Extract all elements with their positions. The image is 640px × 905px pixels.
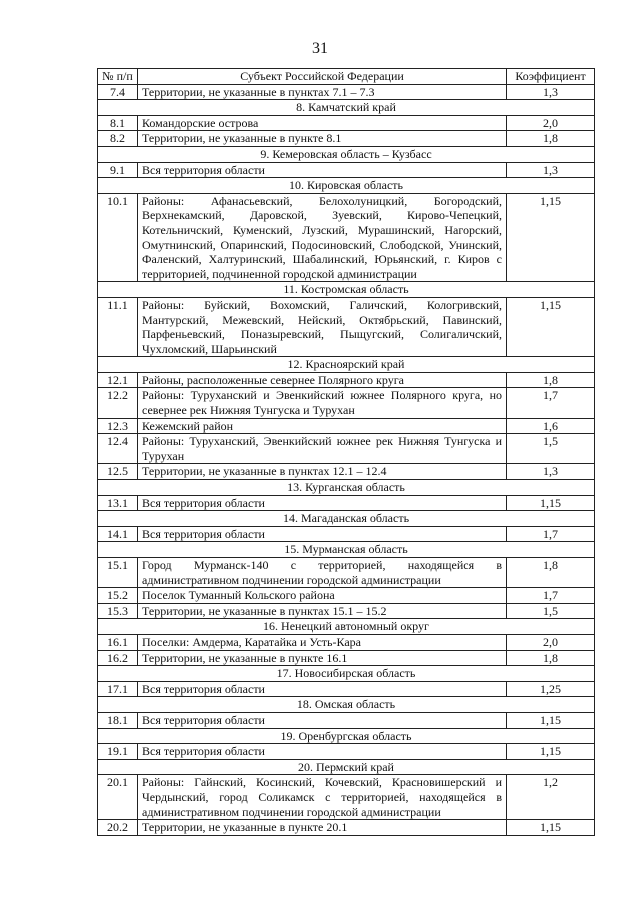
coefficient-value: 1,8 xyxy=(507,131,595,147)
table-row xyxy=(98,495,595,511)
region-name: 20. Пермский край xyxy=(98,759,595,775)
subject-text: Районы: Афанасьевский, Белохолуницкий, Богородский, Верхнекамский, Даровской, Зуевский, Кирово-Чепецкий, Котельничский, Куменский, Лузский, Мурашинский, Нагорский, Омутнинский, Опаринский, Подосиновский, Слободской, Унинский, Фаленский, Халтуринский, Шабалинский, Юрьянский, г. Киров с территорией, подчиненной городской администрации xyxy=(138,193,507,282)
table-row xyxy=(98,297,595,356)
table-header-row xyxy=(98,69,595,85)
row-number: 19.1 xyxy=(98,744,138,760)
header-num: № п/п xyxy=(98,69,138,85)
coefficient-value: 1,5 xyxy=(507,434,595,464)
table-row xyxy=(98,820,595,836)
subject-text: Вся территория области xyxy=(138,681,507,697)
region-header-row xyxy=(98,728,595,744)
row-number: 12.2 xyxy=(98,388,138,418)
coefficient-value: 1,15 xyxy=(507,297,595,356)
subject-text: Вся территория области xyxy=(138,162,507,178)
table-row xyxy=(98,588,595,604)
table-row xyxy=(98,526,595,542)
row-number: 10.1 xyxy=(98,193,138,282)
coefficient-value: 1,5 xyxy=(507,603,595,619)
region-header-row xyxy=(98,357,595,373)
row-number: 11.1 xyxy=(98,297,138,356)
table-row xyxy=(98,634,595,650)
row-number: 17.1 xyxy=(98,681,138,697)
table-row xyxy=(98,558,595,588)
region-header-row xyxy=(98,178,595,194)
table-row xyxy=(98,131,595,147)
region-name: 13. Курганская область xyxy=(98,480,595,496)
coefficient-value: 1,8 xyxy=(507,558,595,588)
region-header-row xyxy=(98,759,595,775)
region-header-row xyxy=(98,480,595,496)
subject-text: Районы: Туруханский и Эвенкийский южнее Полярного круга, но севернее рек Нижняя Тунгуска и Турухан xyxy=(138,388,507,418)
table-row xyxy=(98,115,595,131)
coefficient-value: 2,0 xyxy=(507,634,595,650)
row-number: 16.1 xyxy=(98,634,138,650)
table-row xyxy=(98,464,595,480)
subject-text: Территории, не указанные в пунктах 12.1 – 12.4 xyxy=(138,464,507,480)
table-row xyxy=(98,603,595,619)
coefficient-value: 1,7 xyxy=(507,526,595,542)
row-number: 12.4 xyxy=(98,434,138,464)
coefficient-value: 1,25 xyxy=(507,681,595,697)
coefficient-value: 1,8 xyxy=(507,372,595,388)
table-row xyxy=(98,418,595,434)
subject-text: Вся территория области xyxy=(138,712,507,728)
coefficient-value: 1,3 xyxy=(507,464,595,480)
region-header-row xyxy=(98,666,595,682)
subject-text: Поселки: Амдерма, Каратайка и Усть-Кара xyxy=(138,634,507,650)
row-number: 12.5 xyxy=(98,464,138,480)
region-name: 9. Кемеровская область – Кузбасс xyxy=(98,146,595,162)
region-header-row xyxy=(98,511,595,527)
table-row xyxy=(98,744,595,760)
row-number: 16.2 xyxy=(98,650,138,666)
subject-text: Районы: Туруханский, Эвенкийский южнее рек Нижняя Тунгуска и Турухан xyxy=(138,434,507,464)
row-number: 14.1 xyxy=(98,526,138,542)
coefficient-value: 1,8 xyxy=(507,650,595,666)
coefficient-value: 1,15 xyxy=(507,193,595,282)
subject-text: Город Мурманск-140 с территорией, находящейся в административном подчинении городской администрации xyxy=(138,558,507,588)
row-number: 8.1 xyxy=(98,115,138,131)
table-row xyxy=(98,775,595,820)
region-name: 15. Мурманская область xyxy=(98,542,595,558)
row-number: 12.3 xyxy=(98,418,138,434)
table-row xyxy=(98,372,595,388)
coefficient-value: 1,3 xyxy=(507,162,595,178)
coefficient-value: 1,3 xyxy=(507,84,595,100)
subject-text: Районы, расположенные севернее Полярного круга xyxy=(138,372,507,388)
table-row xyxy=(98,84,595,100)
region-header-row xyxy=(98,146,595,162)
header-coefficient: Коэффициент xyxy=(507,69,595,85)
subject-text: Территории, не указанные в пункте 20.1 xyxy=(138,820,507,836)
page-number: 31 xyxy=(312,40,328,57)
coefficient-value: 1,15 xyxy=(507,712,595,728)
subject-text: Кежемский район xyxy=(138,418,507,434)
row-number: 15.1 xyxy=(98,558,138,588)
header-subject: Субъект Российской Федерации xyxy=(138,69,507,85)
region-name: 10. Кировская область xyxy=(98,178,595,194)
region-name: 18. Омская область xyxy=(98,697,595,713)
region-name: 14. Магаданская область xyxy=(98,511,595,527)
table-row xyxy=(98,434,595,464)
region-name: 12. Красноярский край xyxy=(98,357,595,373)
region-header-row xyxy=(98,619,595,635)
table-row xyxy=(98,712,595,728)
coefficient-value: 1,15 xyxy=(507,820,595,836)
coefficient-value: 1,15 xyxy=(507,744,595,760)
subject-text: Территории, не указанные в пункте 8.1 xyxy=(138,131,507,147)
region-name: 16. Ненецкий автономный округ xyxy=(98,619,595,635)
subject-text: Районы: Буйский, Вохомский, Галичский, Кологривский, Мантурский, Межевский, Нейский, Октябрьский, Павинский, Парфеньевский, Поназыревский, Пыщугский, Солигаличский, Чухломский, Шарьинский xyxy=(138,297,507,356)
region-header-row xyxy=(98,282,595,298)
region-name: 8. Камчатский край xyxy=(98,100,595,116)
coefficient-value: 1,7 xyxy=(507,588,595,604)
subject-text: Территории, не указанные в пунктах 7.1 – 7.3 xyxy=(138,84,507,100)
table-row xyxy=(98,162,595,178)
coefficient-value: 2,0 xyxy=(507,115,595,131)
coefficients-table xyxy=(97,68,595,836)
region-name: 17. Новосибирская область xyxy=(98,666,595,682)
coefficient-value: 1,7 xyxy=(507,388,595,418)
row-number: 9.1 xyxy=(98,162,138,178)
table-row xyxy=(98,650,595,666)
row-number: 15.3 xyxy=(98,603,138,619)
row-number: 20.2 xyxy=(98,820,138,836)
coefficient-value: 1,6 xyxy=(507,418,595,434)
row-number: 20.1 xyxy=(98,775,138,820)
table-row xyxy=(98,193,595,282)
row-number: 8.2 xyxy=(98,131,138,147)
region-header-row xyxy=(98,100,595,116)
table-body xyxy=(98,84,595,835)
table-row xyxy=(98,388,595,418)
subject-text: Вся территория области xyxy=(138,744,507,760)
row-number: 12.1 xyxy=(98,372,138,388)
subject-text: Вся территория области xyxy=(138,495,507,511)
region-name: 11. Костромская область xyxy=(98,282,595,298)
coefficient-value: 1,2 xyxy=(507,775,595,820)
subject-text: Поселок Туманный Кольского района xyxy=(138,588,507,604)
table-row xyxy=(98,681,595,697)
coefficient-value: 1,15 xyxy=(507,495,595,511)
subject-text: Территории, не указанные в пункте 16.1 xyxy=(138,650,507,666)
row-number: 15.2 xyxy=(98,588,138,604)
subject-text: Территории, не указанные в пунктах 15.1 – 15.2 xyxy=(138,603,507,619)
region-header-row xyxy=(98,542,595,558)
subject-text: Вся территория области xyxy=(138,526,507,542)
row-number: 18.1 xyxy=(98,712,138,728)
row-number: 13.1 xyxy=(98,495,138,511)
subject-text: Командорские острова xyxy=(138,115,507,131)
row-number: 7.4 xyxy=(98,84,138,100)
subject-text: Районы: Гайнский, Косинский, Кочевский, Красновишерский и Чердынский, город Соликамск с территорией, находящейся в административном подчинении городской администрации xyxy=(138,775,507,820)
region-name: 19. Оренбургская область xyxy=(98,728,595,744)
region-header-row xyxy=(98,697,595,713)
